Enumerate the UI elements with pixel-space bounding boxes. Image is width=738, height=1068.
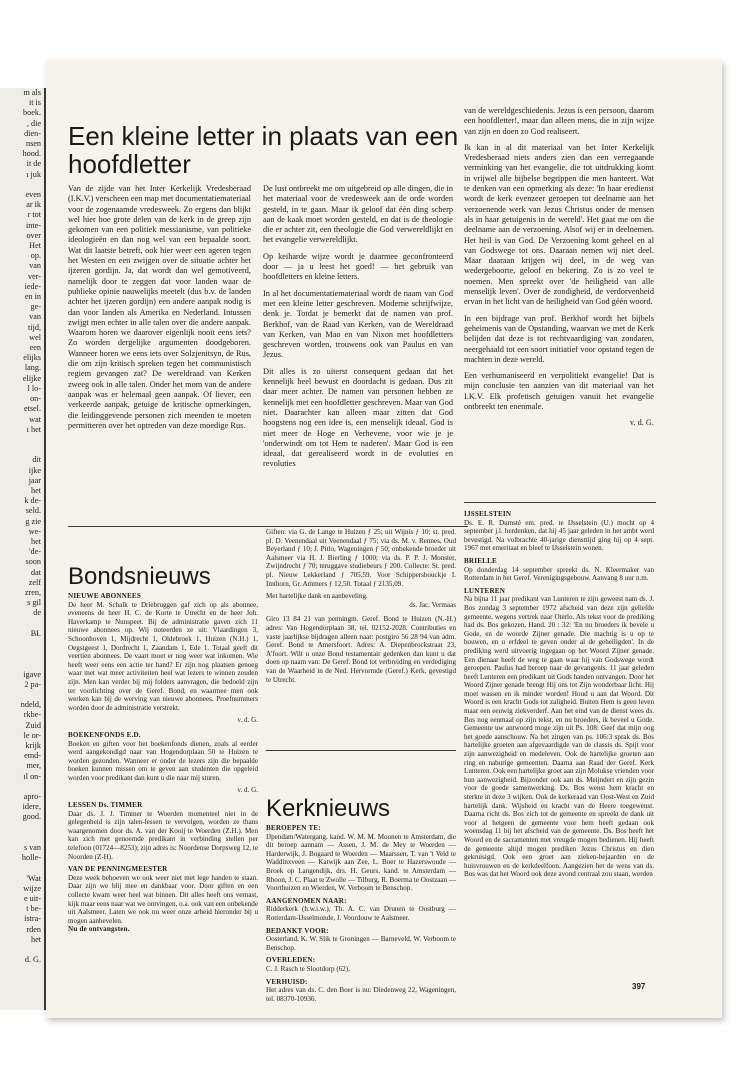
- section-heading: OVERLEDEN:: [266, 956, 316, 965]
- previous-page-fragment: 2 pa-: [24, 679, 41, 689]
- article-paragraph: Dit alles is zo uiterst consequent gedaan dat het kennelijk heel bewust en doordacht is gedaan. Dus zit daar meer achter. De namen van personen hebben ze kennelijk met een hoofdletter geschreven. Maar van God niet. Daarachter kan alleen maar zitten dat God hoogstens nog een idee is, een menselijk ideaal. God is niet meer de Hoge en Verhevene, voor wie je je 'onderwindt om tot Hem te naderen'. Maar God is een ideaal, dat gerealiseerd wordt in de evoluties en revoluties: [263, 366, 453, 469]
- previous-page-fragment: [0, 945, 44, 955]
- previous-page-fragment: een: [29, 343, 41, 353]
- news-paragraph: Boeken en giften voor het boekenfonds dienen, zoals al eerder werd aangekondigd naar van Hogendorplaan 50 te Huizen te worden gezonden. Wanneer er onder de lezers zijn die bepaalde boeken kunnen missen om te geven aan studenten die opgeleid worden voor predikant dan kunt u die naar mij sturen.: [68, 739, 258, 782]
- previous-page-fragment: ar ik: [26, 200, 41, 210]
- article-paragraph: Een verhumaniseerd en verpolitiekt evangelie! Dat is mijn conclusie ten aanzien van dit materiaal van het I.K.V. Elk profetisch getuigen vanuit het evangelie ontbreekt ten enenmale.: [464, 371, 654, 412]
- previous-page-fragment: van: [29, 261, 41, 271]
- section-heading: LUNTEREN: [464, 586, 506, 595]
- article-paragraph: De lust ontbreekt me om uitgebreid op alle dingen, die in het materiaal voor de vredesweek aan de orde worden gesteld, in te gaan. Maar ik geloof dat één ding scherp aan de kaak moet worden gesteld, en dat is de theologie die er achter zit, een theologie die God verwereldlijkt en het evangelie verwereldlijkt.: [263, 184, 453, 245]
- giften-voor: Voor Schippersbouckje I. Imthorn, Gr. Ammers ƒ 12,50. Totaal ƒ 2135,09.: [266, 570, 456, 588]
- giften-block: [266, 528, 456, 688]
- previous-page-fragment: tijd,: [28, 322, 41, 332]
- previous-page-fragment: nsen: [25, 139, 41, 149]
- previous-page-fragment: we-: [28, 526, 41, 536]
- previous-page-fragment: [0, 619, 44, 629]
- news-paragraph: De heer M. Schalk te Driebruggen gaf zich op als abonnee, eveneens de heer H. C. de Korte te Utrecht en de heer Joh. Haverkamp te Nunspeet. Bij de administratie gaven zich 11 nieuwe abonnees op. Wij noteerden ze uit: Vlaardingen 3, Schoonhoven 1, Mijdrecht 1, Oldebroek 1, Huizen (N.H.) 1, Oegstgeest 1, Dordrecht 1, Zaandam 1, Ede 1. Totaal geeft dit veertien abonnees. De vaart moet er nog weer wat inkomen. Wie heeft weer eens een actie ter hand? Er zijn nog plaatsen genoeg waar met wat meer activiteiten heel wat lezers te winnen zouden zijn. Men kan verder bij mij folders aanvragen, die bedoeld zijn ter voorlichting over de Geref. Bond, en waarmee men ook werken kan bij de werving van nieuwe abonnees. Proefnummers worden door de administratie verstrekt.: [68, 600, 258, 712]
- article-column-2: [263, 184, 453, 476]
- section-heading: IJSSELSTEIN: [464, 510, 512, 518]
- previous-page-fragment: s gil: [27, 598, 41, 608]
- previous-page-fragment: istra-: [24, 914, 41, 924]
- section-heading: BOEKENFONDS E.D.: [68, 730, 141, 739]
- previous-page-fragment: ver-: [27, 271, 41, 281]
- previous-page-fragment: [0, 649, 44, 659]
- previous-page-fragment: de: [33, 608, 41, 618]
- previous-page-fragment: good.: [22, 812, 41, 822]
- previous-page-fragment: t be-: [26, 904, 41, 914]
- section-heading: BEDANKT VOOR:: [266, 926, 329, 935]
- previous-page-fragment: 'de-: [29, 547, 41, 557]
- previous-page-fragment: [0, 435, 44, 445]
- giften-text: [266, 528, 456, 588]
- previous-page-fragment: [0, 690, 44, 700]
- previous-page-fragment: ge-: [30, 302, 41, 312]
- previous-page-fragment: 'Wat: [26, 873, 41, 883]
- section-heading: VERHUISD:: [266, 977, 308, 986]
- article-title: Een kleine letter in plaats van een hoofdletter: [68, 121, 459, 179]
- previous-page-fragment: [0, 823, 44, 833]
- previous-page-fragment: wijze: [23, 883, 41, 893]
- previous-page-fragment: [0, 863, 44, 873]
- news-paragraph: Op donderdag 14 september spreekt ds. N. Kleermaker van Rotterdam in het Geref. Verenigingsgebouw. Aanvang 8 uur n.m.: [464, 565, 654, 583]
- news-paragraph: Deze week behoeven we ook weer niet met lege handen te staan. Daar zijn we blij mee en dankbaar voor. Door giften en een collecte kwam weer heel wat binnen. Dit alles heeft ons vernast, kijk maar eens naar wat we ontvingen, o.a. ook van een onbekende uit Aalsmeer. Laten we ook nu weer onze arbeid hieronder bij u mogen aanbevelen.: [68, 873, 258, 925]
- previous-page-fragment: [0, 445, 44, 455]
- previous-page-fragment: holle-: [21, 853, 41, 863]
- previous-page-fragment: , die: [26, 118, 41, 128]
- previous-page-fragment: en in: [24, 292, 41, 302]
- previous-page-fragment: wel: [29, 332, 41, 342]
- previous-page-fragment: over: [26, 230, 41, 240]
- previous-page-fragment: ijke: [28, 465, 41, 475]
- bondsnieuws-column: [68, 592, 258, 934]
- previous-page-fragment: l lo-: [27, 383, 41, 393]
- giften-signature: ds. Jac. Vermaas: [409, 600, 456, 609]
- news-paragraph: Ds. E. R. Dumstè em. pred. te IJsselstein (U.) mocht op 4 september j.l. herdenken, dat hij 45 jaar geleden in het ambt werd bevestigd. Na volbrachte 40-jarige diensttijd ging hij op 4 sept. 1967 met emeritaat en bleef te IJsselstein wonen.: [464, 518, 654, 553]
- previous-page-fragment: hood.: [22, 149, 41, 159]
- section-heading: BRIELLE: [464, 556, 497, 565]
- previous-page-fragment: m als: [23, 88, 41, 97]
- kerknieuws-column: [266, 824, 456, 1007]
- previous-page-fragment: ndeld,: [20, 700, 41, 710]
- previous-page-fragment: het: [30, 485, 41, 495]
- news-paragraph: C. J. Rasch te Slootdorp (62).: [266, 964, 350, 973]
- previous-page-fragment: apro-: [23, 792, 41, 802]
- previous-page-fragment: jaar: [28, 475, 41, 485]
- section-heading: AANGENOMEN NAAR:: [266, 896, 347, 905]
- news-signature: v. d. G.: [237, 786, 258, 795]
- bondsnieuws-title: Bondsnieuws: [68, 563, 211, 590]
- previous-page-fragment: inte-: [25, 220, 41, 230]
- previous-page-edge: [0, 88, 47, 1010]
- article-signature: v. d. G.: [629, 418, 654, 428]
- news-paragraph: Na bijna 11 jaar predikant van Lunteren te zijn geweest nam ds. J. Bos zondag 3 september 1972 afscheid van deze zijn geliefde gemeente, wegens vertrek naar Oterlo. Als tekst voor de prediking had ds. Bos gekozen, Hand. 20 : 32: 'En nu broeders ik bevele u Gode, en de woorde Zijner genade. Die machtig is u op te bouwen, en u erfdeel te geven onder al de geheiligden'. In de prediking werd uitvoerig ingegaan op het Woord Zijner genade. Een dienaar heeft de weg te gaan waar hij van Godswege wordt geroepen. Paulus had beroep naar de gevangenis. 11 jaar geleden heeft Lunteren een predikant uit Gods handen ontvangen. Door het Woord Zijner genade brengt Hij ons tot Zijn wonderbaar licht. Hij moet wassen en ik minder worden! Houd u aan dat Woord. Dit Woord is een kracht Gods tot zaligheid. Buiten Hem is geen leven maar een eeuwig ziekverderf. Aan het eind van de dienst wees ds. Bos nog eenmaal op zijn tekst, en nu broeders, ik beveel u Gode. Gemeente uw antwoord moge zijn uit Ps. 108: Geef dat mijn oog het goede aanschouw. Na het zingen van ps. 106:3 sprak ds. Bos hartelijke groeten aan afgevaardigde van de classis ds. Spijt voor zijn aanwezigheid en medeleven. Ook de hartelijke groeten aan ring en naburige gemeenten. Daarna aan Raad der Geref. Kerk Lunteren. Ook een hartelijke groet aan zijn Molukse vrienden voor hun aanwezigheid. Bijzonder ook aan ds. Meijndert en zijn gezin voor de goede samenwerking. Ds. Bos wenst hem kracht en sterkte in deze 3 wijken. Ook de kerkeraad van Oost-West en Zuid hartelijk dank. Wijsheid en kracht van de Heere toegewenst. Daarna richt ds. Bos zich tot de gemeente en spreekt de dank uit voor al hetgeen de gemeente voor hem heeft gedaan ook woensdag 11 bij het afscheid van de gemeente. Ds. Bos heeft het Woord en de sacramenten met vreugde mogen bedienen. Hij heeft de gemeente altijd mogen prediken Jezus Christus en dien gekruisigd. Ook een groet aan zieken-bejaarden en de huisvrouwen en de kerkdeelfoon. Aangezien het de wens van ds. Bos was dat het Woord ook deze avond centraal zou staan, werden: [464, 595, 654, 879]
- magazine-page: [46, 60, 722, 1018]
- previous-page-fragment: le or-: [23, 730, 41, 740]
- regional-news-column: [464, 510, 654, 883]
- news-paragraph: Ridderkerk (h.w.i.w.), Th. A. C. van Drunen te Oostburg — Rotterdam-IJsselmonde, J. Voordouw te Aalsmeer.: [266, 905, 456, 922]
- section-heading: LESSEN Ds. TIMMER: [68, 801, 143, 810]
- previous-page-fragment: ı het: [26, 424, 41, 434]
- previous-page-fragment: elijke: [22, 373, 41, 383]
- previous-page-fragment: [0, 659, 44, 669]
- previous-page-fragment: [0, 833, 44, 843]
- giften-collecte: Collecte: St. pred. pl. Nieuw Lekkerland ƒ 705,59.: [266, 562, 456, 579]
- previous-page-fragment: iede-: [24, 281, 41, 291]
- previous-page-fragment: igave: [23, 669, 41, 679]
- article-paragraph: Ik kan in al dit materiaal van het Inter Kerkelijk Vredesberaad niets anders zien dan een verregaande verminking van het evangelie, die tot uitdrukking komt in vrijwel alle bijbelse begrippen die men hanteert. Wat te denken van een opmerking als deze: 'In haar eredienst wordt de kerk evenzeer geroepen tot deelname aan het verzoenende werk van Jezus Christus onder de mensen als in haar getuigenis in de wereld'. Het gaat me om die deelname aan de verzoening. Alsof wij er in deelnemen. Het heil is van God. De Verzoening komt geheel en al van Godswege tot ons. Daaraan nemen wij niet deel. Maar daaraan krijgen wij deel, in de weg van wedergeboorte, geloof en bekering. Zo is zo veel te noemen. Men spreekt over 'de heiligheid van alle menselijk leven'. Over de zondigheid, de verdorvenheid ervan in het licht van de heiligheid van God géén woord.: [464, 142, 654, 307]
- news-signature: v. d. G.: [237, 716, 258, 725]
- previous-page-fragment: zren,: [24, 587, 41, 597]
- section-heading: NIEUWE ABONNEES: [68, 592, 141, 600]
- section-divider: [68, 526, 468, 527]
- previous-page-fragment: zelf: [28, 577, 41, 587]
- previous-page-fragment: [0, 639, 44, 649]
- previous-page-fragment: e uit-: [23, 894, 41, 904]
- news-paragraph: IJpendam/Watergang, kand. W. M. M. Moonen te Amsterdam, die dit beroep aannam — Assen, J. M. de Mey te Woerden — Harderwijk, J. Bogaard te Woerden — Maarssen, T. van 't Veld te Waddinxveen — Katwijk aan Zee, L. Boer te Hazerswoude — Broek op Langendijk, drs. H. Geurs, kand. te Amsterdam — Rhoon, J. C. Plaat te Zwolle — Tilburg, R. Boerma te Oostzaan — Voorthuizen en Wierden, W. Verboom te Benschop.: [266, 832, 456, 893]
- previous-page-fragment: etsel.: [23, 404, 41, 414]
- previous-page-fragment: krijk: [25, 741, 41, 750]
- previous-page-fragment: g zie: [25, 516, 41, 526]
- previous-page-fragment: dit: [32, 455, 41, 465]
- previous-page-fragment: het: [30, 536, 41, 546]
- article-column-1: [68, 184, 251, 437]
- section-heading: BEROEPEN TE:: [266, 824, 321, 832]
- news-paragraph: Oosterland, K. W. Slik te Groningen — Barneveld, W. Verboom te Benschop.: [266, 935, 456, 952]
- previous-page-fragment: Zuid: [25, 720, 41, 730]
- article-paragraph: Op keiharde wijze wordt je daarmee geconfronteerd door — ja u leest het goed! — het gebruik van hoofdletters en kleine letters.: [263, 251, 453, 282]
- previous-page-fragment: rkbe-: [23, 710, 41, 720]
- previous-page-fragment: rden: [26, 924, 41, 934]
- previous-page-fragment: elijks: [23, 353, 41, 363]
- previous-page-fragment: [0, 782, 44, 792]
- previous-page-fragment: mer,: [26, 761, 41, 771]
- previous-page-fragment: seld.: [25, 506, 41, 516]
- news-paragraph: Daar ds. J. J. Timmer te Woerden momenteel niet in de gelegenheid is zijn talen-lessen te vervolgen, worden ze thans waargenomen door ds. A. van der Kooij te Woerden (Z.H.). Men kan zich met genoemde predikant in verbinding stellen per telefoon (01724—8253); zijn adres is: Noordense Dorpsweg 12, te Noorden (Z-H).: [68, 809, 258, 861]
- article-paragraph: Van de zijde van het Inter Kerkelijk Vredesberaad (I.K.V.) verscheen een map met documentatiemateriaal voor de zogenaamde vredesweek. Zo ergens dan blijkt wel hier hoe grote delen van de kerk in de greep zijn gekomen van een politiek messianisme, van politieke ideologieën en dan nog wel van een bepaalde soort. Wat dit laatste betreft, ook hier weer een ageren tegen het Westen en een zwijgen over de situatie achter het ijzeren gordijn. Ja, dat wordt dan wel gemotiveerd, namelijk door te zeggen dat voor landen waar de publieke opinie nauwelijks meetelt (dus b.v. de landen achter het ijzeren gordijn) een andere aanpak nodig is dan voor landen als Amerika en Nederland. Intussen zwijgt men echter in alle talen over die andere aanpak. Waarom horen we daarover eigenlijk nooit eens iets? Zo worden dergelijke argumenten doodgeboren. Wanneer horen we eens iets over Solzjenitsyn, de Rus, die om zijn kritisch spreken tegen het communistisch regiem gevangen zat? De wereldraad van Kerken zweeg ook in alle talen. Onder het mom van de andere aanpak was er helemaal geen aanpak. Of liever, een verkeerde aanpak, getuige de kritische opmerkingen, die leidinggevende personen zich meenden te moeten permitteren over het optreden van deze moedige Rus.: [68, 184, 251, 430]
- previous-page-fragment: r tot: [27, 210, 41, 220]
- previous-page-fragment: ıl on-: [23, 771, 41, 781]
- previous-page-fragment: op.: [30, 251, 41, 261]
- news-paragraph-end: Nu de ontvangsten.: [68, 925, 130, 934]
- previous-page-fragment: dien-: [24, 128, 41, 138]
- article-column-3: [464, 106, 654, 435]
- previous-page-fragment: wat: [29, 414, 41, 424]
- article-paragraph: In een bijdrage van prof. Berkhof wordt het bijbels geheimenis van de Opstanding, waarvan we met de Kerk belijden dat deze is tot rechtvaardiging van zondaren, neergehaald tot een soort initiatief voor opstand tegen de machten in deze wereld.: [464, 313, 654, 364]
- previous-page-fragment: het: [30, 934, 41, 944]
- previous-page-fragment: van: [29, 312, 41, 322]
- previous-page-fragment: ı juk: [26, 169, 41, 179]
- giften-giro: Giro 13 84 21 van penningm. Geref. Bond te Huizen (N.-H.) adres: Van Hogendorplaan 38, tel. 02152-2028. Contributies en vaste jaarlijkse bijdragen alleen naar: postgiro 56 28 94 van adm. Geref. Bond te Amersfoort. Adres: A. Diepenbrockstraat 23, A'foort. Wilt u onze Bond testamentair gedenken dan kunt u dat doen op naam van: De Geref. Bond tot verbreiding en verdediging van de Waarheid in de Ned. Hervormde (Geref.) Kerk, gevestigd te Utrecht.: [266, 615, 456, 684]
- previous-page-fragment: BI.: [30, 628, 41, 638]
- previous-page-fragment: on-: [30, 394, 41, 404]
- article-paragraph: In al het documentatiemateriaal wordt de naam van God met een kleine letter geschreven. Moderne schrijfwijze, denk je. Totdat je bemerkt dat de namen van prof. Berkhof, van de Raad van Kerken, van de Wereldraad van Kerken, van Mao en van Nixon met hoofdletters geschreven worden, trouwens ook van Paulus en van Jezus.: [263, 288, 453, 360]
- previous-page-fragment: even: [25, 190, 41, 200]
- article-paragraph: van de wereldgeschiedenis. Jezus is een persoon, daarom een hoofdletter!, maar dan alleen mens, die in zijn wijze van zijn en doen zo God realiseert.: [464, 106, 654, 136]
- previous-page-fragment: d. G.: [24, 955, 41, 965]
- previous-page-fragment: it is: [28, 98, 41, 108]
- previous-page-fragment: k de-: [24, 496, 41, 506]
- giften-thanks: Met hartelijke dank en aanbeveling.: [266, 592, 368, 601]
- section-divider: [266, 750, 456, 751]
- kerknieuws-title: Kerknieuws: [266, 795, 391, 822]
- previous-page-fragment: emd-: [24, 751, 41, 761]
- previous-page-fragment: dat: [30, 567, 41, 577]
- previous-page-fragment: soon: [25, 557, 41, 567]
- previous-page-fragment: it de: [26, 159, 41, 169]
- news-paragraph: Het adres van ds. C. den Boer is nu: Diedenweg 22, Wageningen, tel. 08370-10936.: [266, 986, 456, 1003]
- previous-page-fragment: lang.: [24, 363, 41, 373]
- previous-page-fragment: boek.: [23, 108, 41, 118]
- section-heading: VAN DE PENNINGMEESTER: [68, 865, 168, 874]
- section-divider: [464, 502, 656, 503]
- previous-page-fragment: Het: [29, 241, 41, 251]
- giften-list: Giften: via G. de Lange te Huizen ƒ 25; uit Wijnis ƒ 10; st. pred. pl. D. Veenendaal uit Veenendaal ƒ 75; via ds. M. v. Rennes, Oud Beyerland ƒ 10; J. Pitlo, Wageningen ƒ 50; onbekende broeder uit Aalsmeer via H. J. Bierling ƒ 1000; via ds. P. P. J. Monster, Zwijndrecht ƒ 70; teruggave studiebeurs ƒ 200.: [266, 528, 456, 571]
- previous-page-fragment: s van: [23, 843, 41, 853]
- previous-page-fragment: [0, 180, 44, 190]
- page-number: 397: [632, 982, 646, 991]
- previous-page-fragment: idere,: [22, 802, 41, 812]
